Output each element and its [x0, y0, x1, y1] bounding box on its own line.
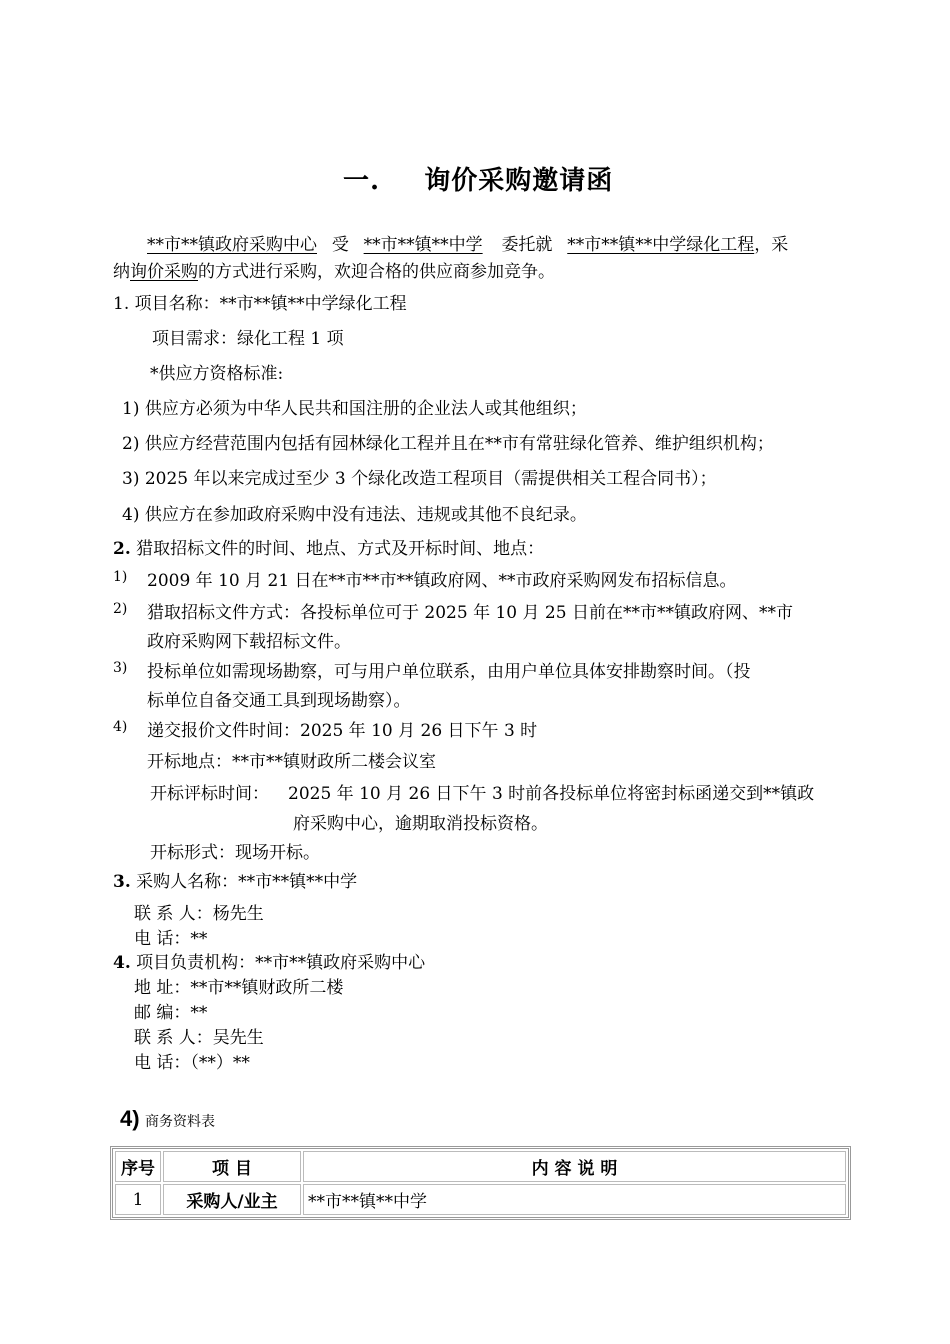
- agency-contact: 联 系 人：吴先生: [134, 1028, 264, 1048]
- business-table-caption: [120, 1106, 215, 1132]
- row-index: 1: [115, 1184, 161, 1215]
- purchaser-phone: 电 话：**: [134, 929, 208, 949]
- qualification-1: 1) 供应方必须为中华人民共和国注册的企业法人或其他组织；: [122, 399, 587, 419]
- open-time-text-cont: 府采购中心，逾期取消投标资格。: [293, 814, 548, 834]
- agency-address: 地 址：**市**镇财政所二楼: [134, 978, 344, 998]
- header-index: 序号: [115, 1151, 161, 1182]
- title-number: 一.: [343, 166, 381, 196]
- section-2-number: 2.: [113, 539, 131, 559]
- intro-text-3: ，采: [754, 235, 789, 255]
- item-3-number: 3): [113, 660, 128, 676]
- item-4-number: 4): [113, 719, 128, 735]
- document-title: [343, 160, 613, 197]
- qualification-title: *供应方资格标准:: [150, 364, 284, 384]
- intro-line-2: [113, 257, 555, 282]
- section-3-heading: [113, 867, 357, 892]
- intro-text-1: 受: [331, 235, 349, 255]
- qualification-4: 4) 供应方在参加政府采购中没有违法、违规或其他不良纪录。: [122, 505, 587, 525]
- agency-postcode: 邮 编：**: [134, 1003, 208, 1023]
- project-name: **市**镇**中学绿化工程: [567, 235, 755, 255]
- section-2-heading: [113, 534, 544, 559]
- intro-line-1: [147, 230, 788, 255]
- section-4-heading: [113, 948, 425, 973]
- title-text: 询价采购邀请函: [424, 166, 614, 196]
- intro-text-2: 委托就: [501, 235, 553, 255]
- open-form: 开标形式：现场开标。: [150, 843, 320, 863]
- buyer-center: **市**镇政府采购中心: [147, 235, 317, 255]
- item-1-text: 2009 年 10 月 21 日在**市**市**镇政府网、**市政府采购网发布招标信息。: [147, 571, 737, 591]
- item-2-text: 猎取招标文件方式：各投标单位可于 2025 年 10 月 25 日前在**市**镇政府网、**市: [147, 603, 793, 623]
- section-1-name: 项目名称：**市**镇**中学绿化工程: [134, 294, 407, 314]
- purchaser-contact: 联 系 人：杨先生: [134, 904, 264, 924]
- section-3-title: 采购人名称：**市**镇**中学: [136, 872, 358, 892]
- agency-phone: 电 话：（**）**: [134, 1053, 250, 1073]
- header-description: 内 容 说 明: [303, 1151, 846, 1182]
- section-4-title: 项目负责机构：**市**镇政府采购中心: [136, 953, 426, 973]
- table-row: [115, 1184, 846, 1215]
- business-table-number: 4): [120, 1106, 140, 1131]
- business-table: [110, 1146, 851, 1220]
- intro-text-5: 的方式进行采购，欢迎合格的供应商参加竞争。: [198, 262, 555, 282]
- project-demand: 项目需求：绿化工程 1 项: [152, 329, 344, 349]
- section-2-title: 猎取招标文件的时间、地点、方式及开标时间、地点：: [136, 539, 545, 559]
- section-1-heading: [113, 289, 407, 314]
- section-1-number: 1.: [113, 294, 130, 314]
- procurement-method: 询价采购: [130, 262, 198, 282]
- item-2-text-cont: 政府采购网下载招标文件。: [147, 632, 351, 652]
- section-4-number: 4.: [113, 953, 131, 973]
- client-name: **市**镇**中学: [363, 235, 483, 255]
- qualification-2: 2) 供应方经营范围内包括有园林绿化工程并且在**市有常驻绿化管养、维护组织机构；: [122, 434, 774, 454]
- row-item: 采购人/业主: [163, 1184, 301, 1215]
- section-3-number: 3.: [113, 872, 131, 892]
- open-time-label: 开标评标时间：: [150, 784, 269, 804]
- open-place: 开标地点：**市**镇财政所二楼会议室: [147, 752, 436, 772]
- item-1-number: 1): [113, 569, 128, 585]
- business-table-title: 商务资料表: [144, 1114, 215, 1130]
- item-4-text: 递交报价文件时间：2025 年 10 月 26 日下午 3 时: [147, 721, 538, 741]
- item-3-text-cont: 标单位自备交通工具到现场勘察）。: [147, 691, 411, 711]
- qualification-3: 3) 2025 年以来完成过至少 3 个绿化改造工程项目（需提供相关工程合同书）；: [122, 469, 717, 489]
- item-2-number: 2): [113, 601, 128, 617]
- open-time-text: 2025 年 10 月 26 日下午 3 时前各投标单位将密封标函递交到**镇政: [288, 784, 815, 804]
- intro-text-4: 纳: [113, 262, 130, 282]
- table-header-row: [115, 1151, 846, 1182]
- item-3-text: 投标单位如需现场勘察，可与用户单位联系，由用户单位具体安排勘察时间。（投: [147, 662, 751, 682]
- header-item: 项 目: [163, 1151, 301, 1182]
- row-description: **市**镇**中学: [303, 1184, 846, 1215]
